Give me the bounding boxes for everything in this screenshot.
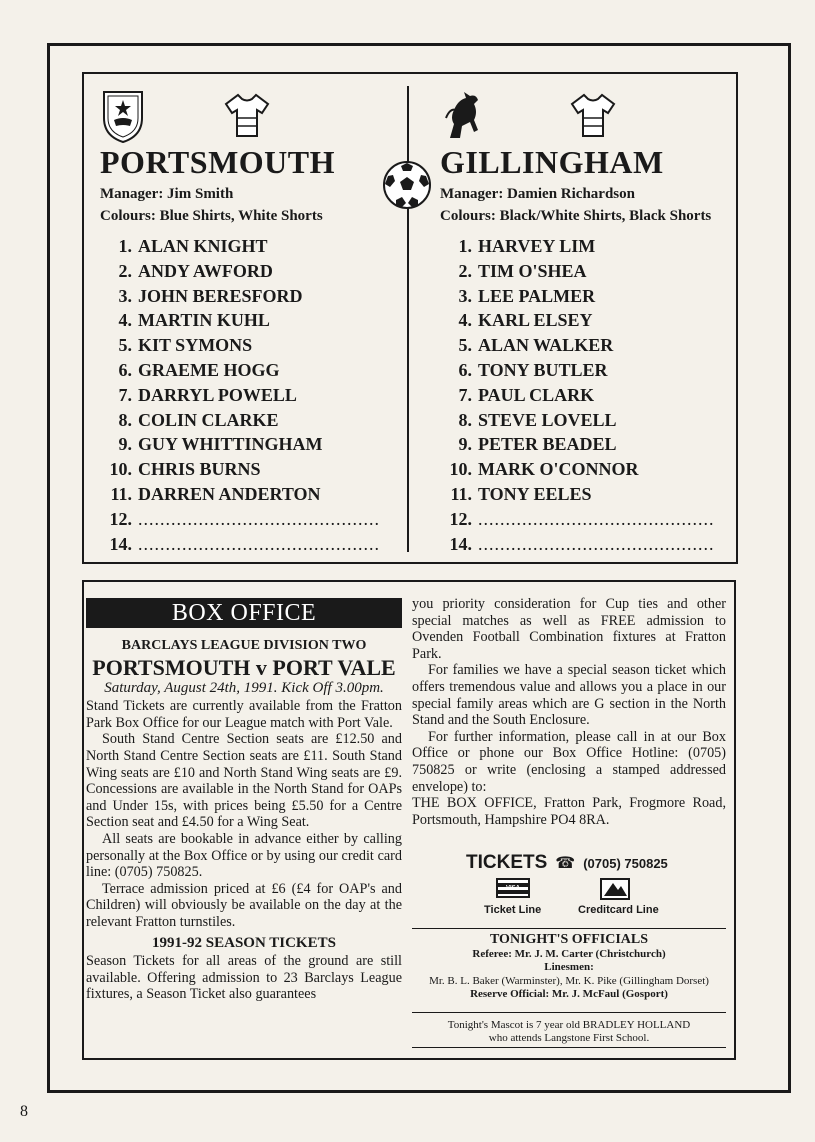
visa-card-icon	[496, 878, 530, 898]
telephone-icon: ☎	[555, 855, 576, 872]
away-team-name: GILLINGHAM	[440, 144, 664, 180]
paragraph: Terrace admission priced at £6 (£4 for OAP's and Children) will obviously be available on the day at the relevant Fratton turnstiles.	[86, 880, 402, 930]
home-team-name: PORTSMOUTH	[100, 144, 335, 180]
player-name: KIT SYMONS	[138, 335, 253, 356]
divider	[412, 928, 726, 929]
player-number: 3.	[118, 285, 132, 306]
mascot-note	[412, 1019, 726, 1045]
player-name: COLIN CLARKE	[138, 409, 279, 430]
player-number: 1.	[118, 236, 132, 256]
creditcard-line-label: Creditcard Line	[578, 904, 659, 916]
player-number: 9.	[458, 434, 472, 455]
player-number: 4.	[458, 310, 472, 331]
address: THE BOX OFFICE, Fratton Park, Frogmore Road, Portsmouth, Hampshire PO4 8RA.	[412, 795, 726, 828]
player-number: 9.	[118, 434, 132, 455]
league-heading: BARCLAYS LEAGUE DIVISION TWO	[121, 638, 367, 653]
player-row	[100, 509, 400, 534]
player-number: 1.	[458, 236, 472, 256]
player-name: PAUL CLARK	[478, 384, 595, 405]
player-number: 14.	[449, 533, 472, 554]
player-name: ...........................................	[478, 508, 715, 529]
player-row	[440, 335, 740, 360]
paragraph: you priority consideration for Cup ties and other special matches as well as FREE admission to Ovenden Football Combination fixtures at Fratton Park.	[412, 596, 726, 662]
player-number: 11.	[110, 483, 132, 504]
paragraph: Stand Tickets are currently available from the Fratton Park Box Office for our League match with Port Vale.	[86, 698, 402, 731]
player-number: 12.	[449, 508, 472, 529]
player-name: STEVE LOVELL	[478, 409, 617, 430]
player-number: 10.	[109, 459, 132, 480]
player-number: 5.	[118, 335, 132, 356]
match-date: Saturday, August 24th, 1991. Kick Off 3.00pm.	[104, 679, 384, 696]
portsmouth-crest-icon	[100, 88, 146, 144]
divider	[412, 1047, 726, 1048]
player-name: KARL ELSEY	[478, 310, 593, 331]
player-name: ALAN WALKER	[478, 335, 614, 356]
player-name: HARVEY LIM	[478, 236, 596, 256]
player-number: 3.	[458, 285, 472, 306]
away-manager: Manager: Damien Richardson	[440, 186, 635, 202]
player-row	[440, 360, 740, 385]
payment-cards	[476, 876, 696, 918]
linesmen-label: Linesmen:	[544, 961, 594, 974]
divider	[412, 1012, 726, 1013]
player-row	[440, 286, 740, 311]
player-row	[440, 434, 740, 459]
player-row	[100, 286, 400, 311]
player-name: ...........................................	[478, 533, 715, 554]
player-row	[100, 236, 400, 261]
player-number: 6.	[118, 359, 132, 380]
player-row	[100, 310, 400, 335]
player-row	[440, 534, 740, 559]
player-name: ............................................	[138, 508, 380, 529]
paragraph: All seats are bookable in advance either by calling personally at the Box Office or by using our credit card line: (0705) 750825.	[86, 830, 402, 881]
access-card-icon	[600, 878, 630, 900]
ticket-line-label: Ticket Line	[484, 904, 542, 916]
player-name: ALAN KNIGHT	[138, 236, 268, 256]
reserve-official: Reserve Official: Mr. J. McFaul (Gosport)	[470, 987, 668, 1000]
player-name: DARREN ANDERTON	[138, 483, 321, 504]
player-name: TONY BUTLER	[478, 359, 608, 380]
box-office-column-right	[412, 596, 726, 828]
season-tickets-heading: 1991-92 SEASON TICKETS	[152, 934, 336, 951]
player-row	[440, 236, 740, 261]
player-name: ANDY AWFORD	[138, 260, 273, 281]
player-row	[440, 310, 740, 335]
paragraph: Season Tickets for all areas of the ground are still available. Offering admission to 23 Barclays League fixtures, a Season Ticket also guarantees	[86, 953, 402, 1003]
box-office-banner: BOX OFFICE	[86, 598, 402, 628]
player-name: TIM O'SHEA	[478, 260, 587, 281]
player-row	[100, 410, 400, 435]
away-player-list	[440, 236, 740, 558]
player-number: 7.	[118, 384, 132, 405]
player-row	[440, 261, 740, 286]
player-number: 7.	[458, 384, 472, 405]
team-divider	[407, 86, 409, 552]
home-player-list	[100, 236, 400, 558]
paragraph: South Stand Centre Section seats are £12.50 and North Stand Centre Section seats are £11. South Stand Wing seats are £10 and North Stand Wing seats are £9. Concessions are available in the North Stand for OAPs and Under 15s, with prices being £5.50 for a Centre Section seat and £4.50 for a Wing Seat.	[86, 731, 402, 831]
page-number: 8	[20, 1103, 28, 1120]
linesmen: Mr. B. L. Baker (Warminster), Mr. K. Pike (Gillingham Dorset)	[429, 974, 709, 987]
player-name: DARRYL POWELL	[138, 384, 297, 405]
player-row	[440, 410, 740, 435]
player-row	[100, 534, 400, 559]
player-number: 8.	[118, 409, 132, 430]
home-shirt-icon	[222, 92, 272, 140]
mascot-line-2: who attends Langstone First School.	[488, 1032, 650, 1044]
paragraph: For families we have a special season ticket which offers tremendous value and allows you a place in our special family areas which are G section in the North Stand and the South Enclosure.	[412, 662, 726, 729]
player-name: MARK O'CONNOR	[478, 459, 639, 480]
mascot-line-1: Tonight's Mascot is 7 year old BRADLEY HOLLAND	[447, 1019, 691, 1031]
player-name: CHRIS BURNS	[138, 459, 261, 480]
player-row	[440, 385, 740, 410]
player-number: 5.	[458, 335, 472, 356]
player-name: GUY WHITTINGHAM	[138, 434, 323, 455]
player-number: 4.	[118, 310, 132, 331]
officials-box	[412, 933, 726, 1001]
football-icon	[382, 160, 432, 210]
paragraph: For further information, please call in at our Box Office or phone our Box Office Hotline: (0705) 750825 or write (enclosing a stamped addressed envelope) to:	[412, 728, 726, 795]
player-number: 2.	[118, 260, 132, 281]
player-name: JOHN BERESFORD	[138, 285, 303, 306]
officials-heading: TONIGHT'S OFFICIALS	[489, 932, 649, 947]
player-number: 12.	[109, 508, 132, 529]
player-row	[100, 484, 400, 509]
player-row	[100, 360, 400, 385]
player-name: TONY EELES	[478, 483, 592, 504]
player-number: 2.	[458, 260, 472, 281]
player-number: 14.	[109, 533, 132, 554]
player-name: PETER BEADEL	[478, 434, 617, 455]
gillingham-horse-crest-icon	[440, 88, 486, 144]
player-row	[100, 459, 400, 484]
player-number: 11.	[450, 483, 472, 504]
player-name: ............................................	[138, 533, 380, 554]
player-row	[100, 335, 400, 360]
player-name: GRAEME HOGG	[138, 359, 280, 380]
player-row	[100, 261, 400, 286]
home-manager: Manager: Jim Smith	[100, 186, 234, 202]
box-office-column-left	[86, 598, 402, 1003]
player-row	[440, 484, 740, 509]
tickets-label: TICKETS	[466, 852, 548, 873]
player-number: 8.	[458, 409, 472, 430]
player-row	[100, 434, 400, 459]
player-name: MARTIN KUHL	[138, 310, 270, 331]
player-name: LEE PALMER	[478, 285, 596, 306]
away-shirt-icon	[568, 92, 618, 140]
player-row	[440, 459, 740, 484]
tickets-phone: (0705) 750825	[583, 855, 668, 871]
player-row	[100, 385, 400, 410]
referee: Referee: Mr. J. M. Carter (Christchurch)	[472, 948, 666, 961]
away-colours: Colours: Black/White Shirts, Black Shorts	[440, 208, 712, 224]
match-heading: PORTSMOUTH v PORT VALE	[92, 654, 396, 680]
player-row	[440, 509, 740, 534]
player-number: 10.	[449, 459, 472, 480]
visa-text: VISA	[505, 885, 521, 892]
home-colours: Colours: Blue Shirts, White Shorts	[100, 208, 323, 224]
tickets-hotline	[466, 852, 706, 874]
player-number: 6.	[458, 359, 472, 380]
